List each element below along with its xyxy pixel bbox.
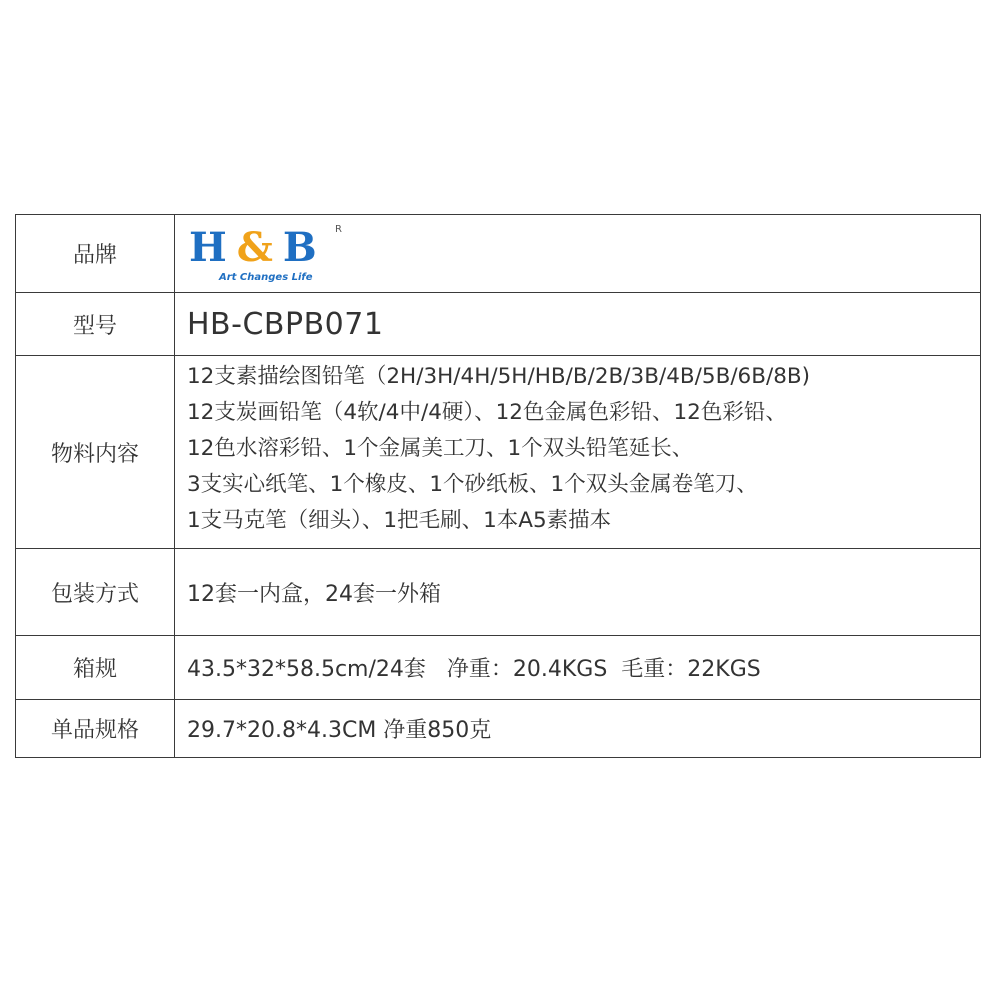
contents-line: 12支素描绘图铅笔（2H/3H/4H/5H/HB/B/2B/3B/4B/5B/6B/8B)	[187, 364, 811, 389]
contents-line: 12支炭画铅笔（4软/4中/4硬）、12色金属色彩铅、12色彩铅、	[187, 400, 787, 425]
carton-label: 箱规	[16, 636, 175, 700]
contents-label: 物料内容	[16, 356, 175, 549]
spec-table	[15, 214, 981, 758]
brand-value-cell	[175, 215, 981, 293]
packing-value: 12套一内盒，24套一外箱	[175, 549, 981, 636]
logo-letter-b: B	[282, 223, 317, 271]
table-row-single	[16, 700, 981, 758]
contents-value-cell	[175, 356, 981, 549]
model-value: HB-CBPB071	[187, 306, 384, 342]
contents-list	[187, 359, 980, 539]
contents-line: 12色水溶彩铅、1个金属美工刀、1个双头铅笔延长、	[187, 436, 694, 461]
logo-ampersand: &	[236, 223, 273, 271]
single-label: 单品规格	[16, 700, 175, 758]
brand-logo	[189, 224, 349, 284]
model-value-cell	[175, 293, 981, 356]
brand-label: 品牌	[16, 215, 175, 293]
logo-tagline: Art Changes Life	[219, 271, 313, 283]
single-value: 29.7*20.8*4.3CM 净重850克	[175, 700, 981, 758]
contents-line: 3支实心纸笔、1个橡皮、1个砂纸板、1个双头金属卷笔刀、	[187, 472, 758, 497]
carton-value-text: 43.5*32*58.5cm/24套 净重：20.4KGS 毛重：22KGS	[187, 657, 761, 682]
logo-wordmark	[189, 223, 317, 271]
table-row-model	[16, 293, 981, 356]
logo-letter-h: H	[189, 223, 227, 271]
table-row-packing	[16, 549, 981, 636]
packing-label: 包装方式	[16, 549, 175, 636]
table-row-carton	[16, 636, 981, 700]
contents-line: 1支马克笔（细头）、1把毛刷、1本A5素描本	[187, 508, 612, 533]
carton-value	[175, 636, 981, 700]
table-row-brand	[16, 215, 981, 293]
logo-registered-mark: R	[335, 223, 342, 235]
table-row-contents	[16, 356, 981, 549]
model-label: 型号	[16, 293, 175, 356]
